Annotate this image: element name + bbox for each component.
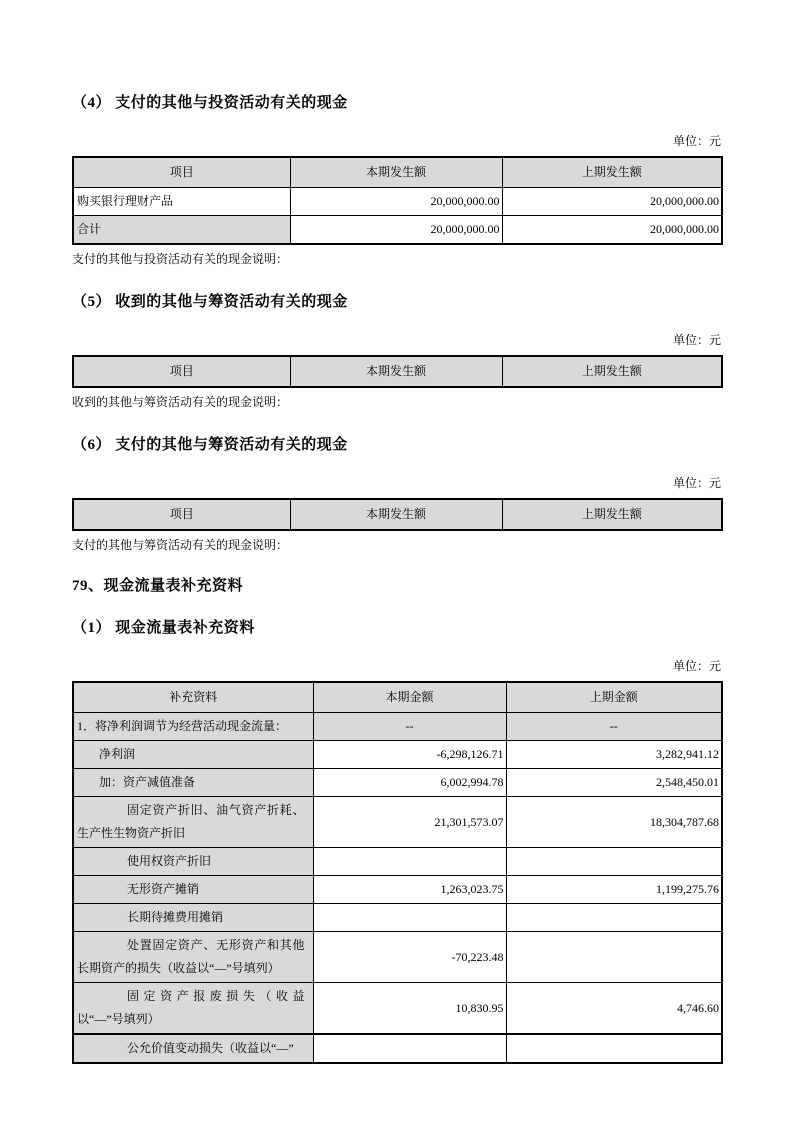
row-label: 无形资产摊销 <box>73 876 313 904</box>
row-current-amount: 10,830.95 <box>313 983 506 1035</box>
row-label: 固定资产报废损失（收益以“—”号填列） <box>73 983 313 1035</box>
heading-79-cashflow-supplement: 79、现金流量表补充资料 <box>72 578 244 594</box>
row-label: 净利润 <box>73 741 313 769</box>
section-paid-other-investing <box>72 95 721 267</box>
table-row <box>73 904 722 932</box>
row-prior-amount: 20,000,000.00 <box>502 216 722 245</box>
column-header: 项目 <box>73 356 290 387</box>
received-other-financing-table <box>72 355 723 388</box>
row-prior-amount: 20,000,000.00 <box>502 188 722 216</box>
table-row <box>73 876 722 904</box>
column-header: 项目 <box>73 499 290 530</box>
row-prior-amount: 18,304,787.68 <box>506 797 722 848</box>
row-label: 长期待摊费用摊销 <box>73 904 313 932</box>
unit-label: 单位：元 <box>672 476 721 490</box>
row-label: 处置固定资产、无形资产和其他长期资产的损失（收益以“—”号填列） <box>73 932 313 983</box>
unit-label: 单位：元 <box>672 659 721 673</box>
column-header: 上期发生额 <box>502 157 722 188</box>
section-heading-4: （4） 支付的其他与投资活动有关的现金 <box>72 95 348 111</box>
row-label: 加：资产减值准备 <box>73 769 313 797</box>
row-prior-amount: 2,548,450.01 <box>506 769 722 797</box>
table-row <box>73 983 722 1035</box>
unit-label: 单位：元 <box>672 134 721 148</box>
section-received-other-financing <box>72 294 721 410</box>
column-header: 补充资料 <box>73 682 313 713</box>
row-label: 1．将净利润调节为经营活动现金流量： <box>73 713 313 741</box>
row-current-amount: -70,223.48 <box>313 932 506 983</box>
heading-79-1-cashflow-supplement: （1） 现金流量表补充资料 <box>72 620 255 636</box>
column-header: 本期金额 <box>313 682 506 713</box>
section-heading-5: （5） 收到的其他与筹资活动有关的现金 <box>72 294 348 310</box>
row-prior-amount <box>506 932 722 983</box>
row-current-amount: -6,298,126.71 <box>313 741 506 769</box>
column-header: 上期发生额 <box>502 499 722 530</box>
header-row <box>73 682 722 713</box>
row-prior-amount: 4,746.60 <box>506 983 722 1035</box>
table-row <box>73 216 722 245</box>
paid-other-financing-table <box>72 498 723 531</box>
section-heading-6: （6） 支付的其他与筹资活动有关的现金 <box>72 437 348 453</box>
section-paid-other-financing <box>72 437 721 553</box>
paid-other-investing-table <box>72 156 723 245</box>
column-header: 上期发生额 <box>502 356 722 387</box>
row-label: 购买银行理财产品 <box>73 188 290 216</box>
column-header: 本期发生额 <box>290 499 502 530</box>
row-current-amount <box>313 848 506 876</box>
table-row <box>73 713 722 741</box>
row-label: 公允价值变动损失（收益以“—” <box>73 1034 313 1063</box>
row-current-amount: 6,002,994.78 <box>313 769 506 797</box>
unit-label: 单位：元 <box>672 333 721 347</box>
row-label: 固定资产折旧、油气资产折耗、生产性生物资产折旧 <box>73 797 313 848</box>
cashflow-supplement-table <box>72 681 723 1064</box>
header-row <box>73 499 722 530</box>
column-header: 本期发生额 <box>290 157 502 188</box>
table-row <box>73 741 722 769</box>
row-current-amount: -- <box>313 713 506 741</box>
table-row <box>73 848 722 876</box>
row-prior-amount: -- <box>506 713 722 741</box>
row-current-amount: 1,263,023.75 <box>313 876 506 904</box>
column-header: 本期发生额 <box>290 356 502 387</box>
row-current-amount <box>313 904 506 932</box>
row-label: 使用权资产折旧 <box>73 848 313 876</box>
row-prior-amount <box>506 848 722 876</box>
row-current-amount: 20,000,000.00 <box>290 216 502 245</box>
row-current-amount <box>313 1034 506 1063</box>
table-row <box>73 1034 722 1063</box>
section-note-6: 支付的其他与筹资活动有关的现金说明： <box>72 538 289 552</box>
table-row <box>73 769 722 797</box>
column-header: 上期金额 <box>506 682 722 713</box>
table-row <box>73 797 722 848</box>
column-header: 项目 <box>73 157 290 188</box>
row-prior-amount <box>506 904 722 932</box>
table-row <box>73 188 722 216</box>
table-row <box>73 932 722 983</box>
row-prior-amount: 1,199,275.76 <box>506 876 722 904</box>
header-row <box>73 157 722 188</box>
section-note-4: 支付的其他与投资活动有关的现金说明： <box>72 252 289 266</box>
row-prior-amount: 3,282,941.12 <box>506 741 722 769</box>
row-current-amount: 20,000,000.00 <box>290 188 502 216</box>
header-row <box>73 356 722 387</box>
row-current-amount: 21,301,573.07 <box>313 797 506 848</box>
row-label: 合计 <box>73 216 290 245</box>
row-prior-amount <box>506 1034 722 1063</box>
section-note-5: 收到的其他与筹资活动有关的现金说明： <box>72 395 289 409</box>
